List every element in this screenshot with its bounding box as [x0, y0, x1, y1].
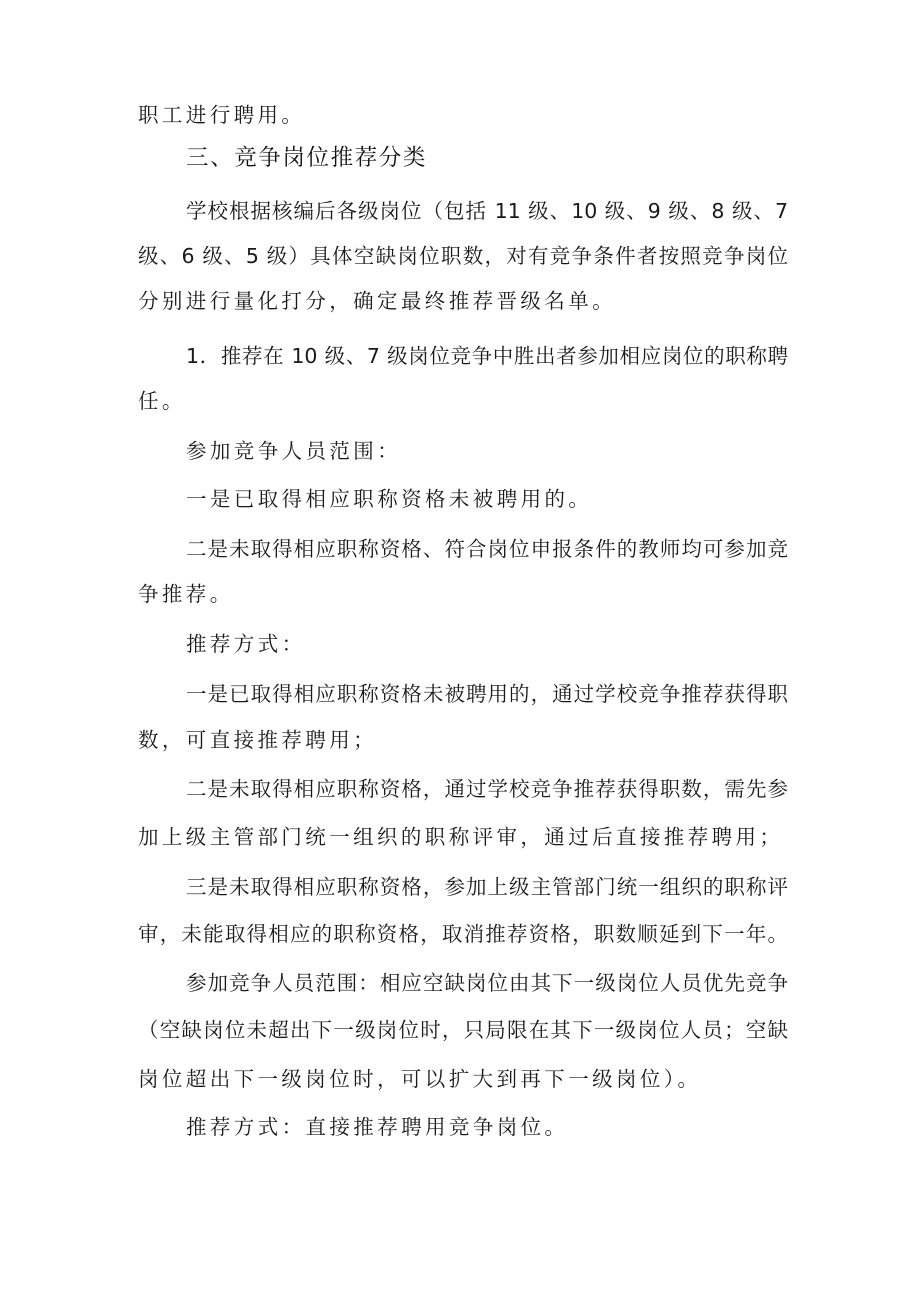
paragraph-line: 级、6 级、5 级）具体空缺岗位职数，对有竞争条件者按照竞争岗位	[138, 244, 788, 268]
subheading-line: 推荐方式：	[186, 632, 306, 656]
paragraph-line: （空缺岗位未超出下一级岗位时，只局限在其下一级岗位人员；空缺	[138, 1018, 788, 1042]
subheading-line: 参加竞争人员范围：	[186, 439, 402, 463]
paragraph-line: 岗位超出下一级岗位时，可以扩大到再下一级岗位）。	[138, 1067, 702, 1091]
list-item-line: 1．推荐在 10 级、7 级岗位竞争中胜出者参加相应岗位的职称聘	[186, 344, 788, 368]
paragraph-line: 二是未取得相应职称资格、符合岗位申报条件的教师均可参加竞	[186, 537, 788, 561]
paragraph-line: 参加竞争人员范围：相应空缺岗位由其下一级岗位人员优先竞争	[186, 971, 788, 995]
paragraph-tail-line: 职工进行聘用。	[138, 103, 306, 127]
paragraph-line: 一是已取得相应职称资格未被聘用的，通过学校竞争推荐获得职	[186, 682, 788, 706]
paragraph-line: 数，可直接推荐聘用；	[138, 728, 377, 752]
paragraph-line: 推荐方式：直接推荐聘用竞争岗位。	[186, 1115, 569, 1139]
section-heading: 三、竞争岗位推荐分类	[186, 145, 428, 171]
paragraph-line: 分别进行量化打分，确定最终推荐晋级名单。	[138, 289, 616, 313]
paragraph-line: 争推荐。	[138, 582, 234, 606]
list-item-line: 任。	[138, 389, 186, 413]
paragraph-line: 加上级主管部门统一组织的职称评审，通过后直接推荐聘用；	[138, 825, 784, 849]
paragraph-line: 二是未取得相应职称资格，通过学校竞争推荐获得职数，需先参	[186, 777, 788, 801]
paragraph-line: 学校根据核编后各级岗位（包括 11 级、10 级、9 级、8 级、7	[186, 199, 788, 223]
paragraph-line: 一是已取得相应职称资格未被聘用的。	[186, 487, 593, 511]
paragraph-line: 审，未能取得相应的职称资格，取消推荐资格，职数顺延到下一年。	[138, 922, 788, 946]
paragraph-line: 三是未取得相应职称资格，参加上级主管部门统一组织的职称评	[186, 875, 788, 899]
